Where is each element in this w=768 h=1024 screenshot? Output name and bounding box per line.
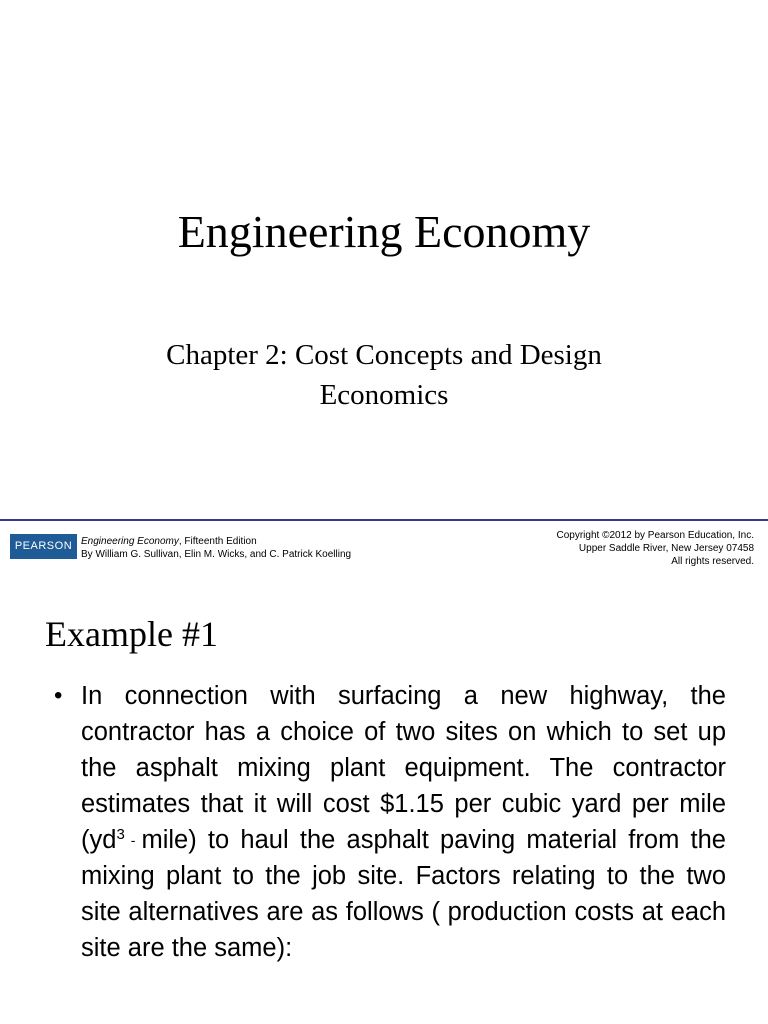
unit-dash: - (130, 832, 136, 848)
superscript-three: 3 (116, 826, 125, 843)
example-slide (0, 580, 768, 1024)
rights-reserved: All rights reserved. (671, 556, 754, 567)
slide-title: Engineering Economy (177, 206, 591, 257)
copyright-notice (454, 529, 754, 568)
book-title: Engineering Economy (81, 536, 179, 547)
book-edition: , Fifteenth Edition (178, 536, 257, 547)
footer-divider (0, 519, 768, 521)
copyright-line: Copyright ©2012 by Pearson Education, Inc. (556, 530, 754, 541)
example-heading: Example #1 (45, 614, 218, 654)
publisher-address: Upper Saddle River, New Jersey 07458 (578, 543, 754, 554)
bullet-text (81, 678, 726, 966)
pearson-logo: PEARSON (10, 534, 77, 559)
bullet-text-part1: In connection with surfacing a new highway, the contractor has a choice of two sites on which to set up the asphalt mixing plant equipment. The contractor estimates that it will cost $1.15 per cubic yard per mile (yd (81, 682, 726, 854)
book-authors: By William G. Sullivan, Elin M. Wicks, and C. Patrick Koelling (81, 549, 352, 560)
bullet-text-part2: mile) to haul the asphalt paving material from the mixing plant to the job site. Factors relating to the two site alternatives are as follows ( production costs at each site are the same): (81, 826, 726, 962)
slide-subtitle: Chapter 2: Cost Concepts and Design Economics (166, 339, 602, 411)
book-info (81, 535, 411, 561)
bullet-icon: • (54, 682, 63, 709)
